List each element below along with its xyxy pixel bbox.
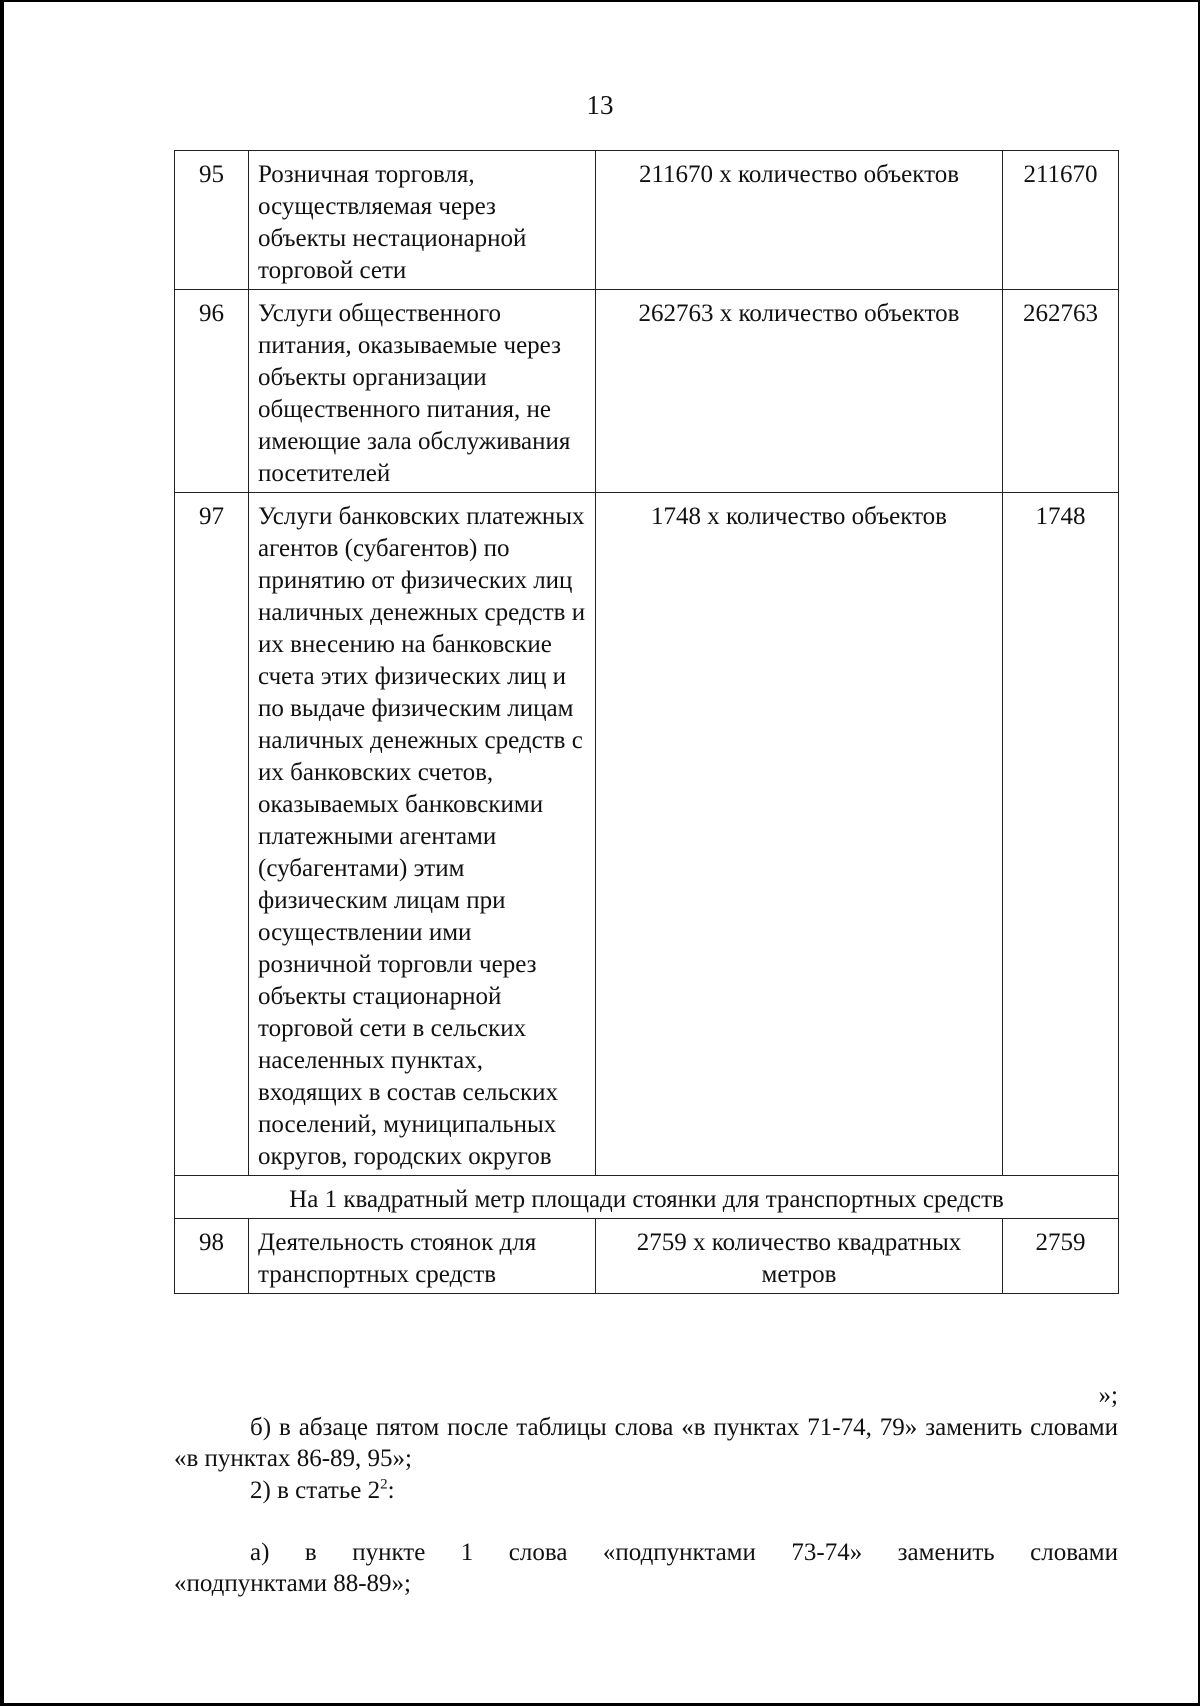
- row-number: 95: [175, 151, 249, 290]
- row-formula: 2759 х количество квадратных метров: [596, 1219, 1003, 1294]
- section-header: На 1 квадратный метр площади стоянки для транспортных средств: [175, 1176, 1119, 1219]
- row-description: Розничная торговля, осуществляемая через объекты нестационарной торговой сети: [249, 151, 596, 290]
- row-description: Услуги общественного питания, оказываемые через объекты организации общественного питания, не имеющие зала обслуживания посетителей: [249, 290, 596, 493]
- row-value: 211670: [1003, 151, 1119, 290]
- paragraph-2: [174, 1475, 1118, 1506]
- row-number: 98: [175, 1219, 249, 1294]
- paragraph-2-suffix: :: [387, 1477, 395, 1504]
- row-number: 96: [175, 290, 249, 493]
- scan-border-left: [0, 0, 4, 1706]
- scan-border-top: [0, 0, 1200, 2]
- row-value: 1748: [1003, 493, 1119, 1176]
- tariff-table: [174, 150, 1119, 1294]
- row-formula: 211670 х количество объектов: [596, 151, 1003, 290]
- paragraph-2-superscript: 2: [380, 1476, 388, 1493]
- table-row: [175, 151, 1119, 290]
- row-value: 262763: [1003, 290, 1119, 493]
- row-formula: 262763 х количество объектов: [596, 290, 1003, 493]
- row-formula: 1748 х количество объектов: [596, 493, 1003, 1176]
- paragraph-2-text: 2) в статье 2: [250, 1477, 381, 1504]
- paragraph-a-line-2: «подпунктами 88-89»;: [174, 1570, 411, 1597]
- paragraph-b: б) в абзаце пятом после таблицы слова «в пунктах 71-74, 79» заменить словами «в пунктах 86-89, 95»;: [174, 1414, 1118, 1472]
- table-row: [175, 290, 1119, 493]
- page-number: 13: [586, 90, 614, 120]
- paragraph-a-line-1: а) в пункте 1 слова «подпунктами 73-74» заменить словами: [250, 1539, 1118, 1566]
- row-description: Деятельность стоянок для транспортных средств: [249, 1219, 596, 1294]
- closing-quote: »;: [1098, 1382, 1118, 1409]
- row-value: 2759: [1003, 1219, 1119, 1294]
- paragraph-a: [174, 1537, 1118, 1599]
- table-row: [175, 493, 1119, 1176]
- section-header-row: [175, 1176, 1119, 1219]
- row-number: 97: [175, 493, 249, 1176]
- table-row: [175, 1219, 1119, 1294]
- row-description: Услуги банковских платежных агентов (субагентов) по принятию от физических лиц наличных денежных средств и их внесению на банковские счета этих физических лиц и по выдаче физическим лицам наличных денежных средств с их банковских счетов, оказываемых банковскими платежными агентами (субагентами) этим физическим лицам при осуществлении ими розничной торговли через объекты стационарной торговой сети в сельских населенных пунктах, входящих в состав сельских поселений, муниципальных округов, городских округов: [249, 493, 596, 1176]
